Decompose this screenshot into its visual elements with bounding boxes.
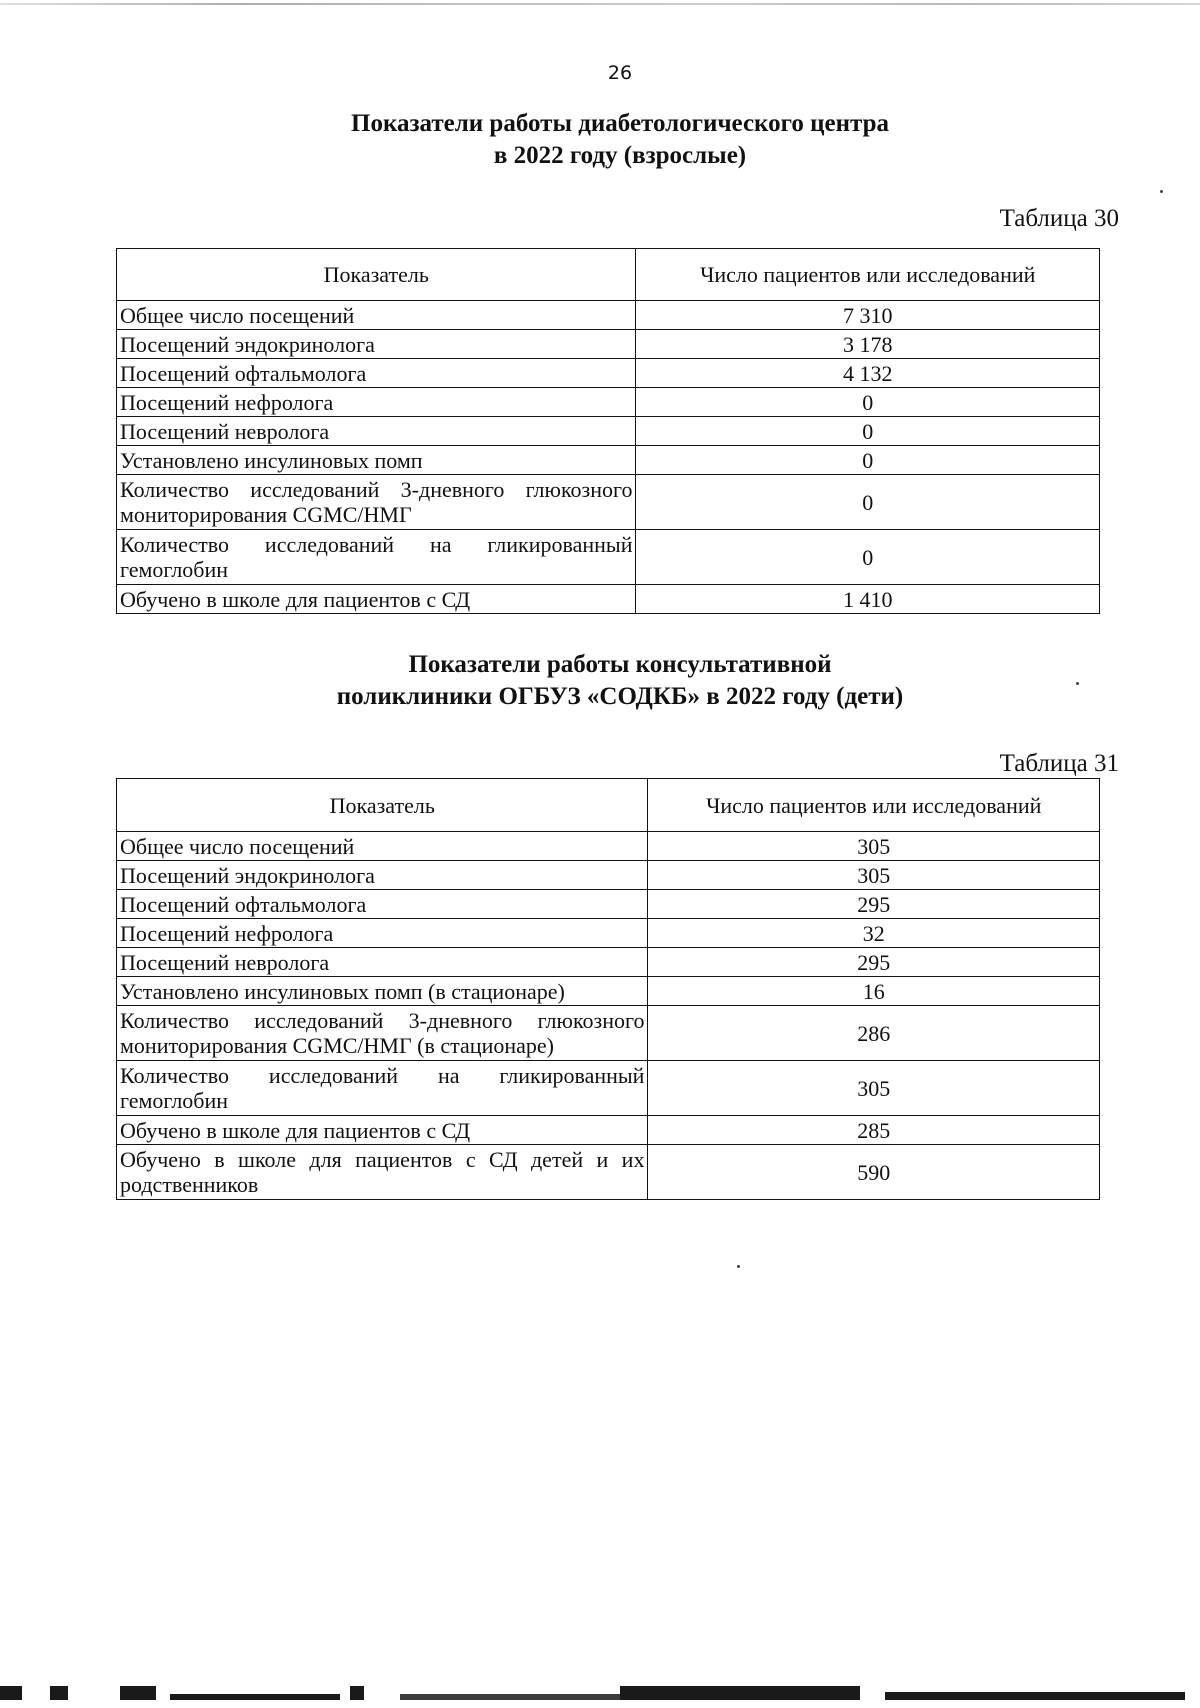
table-31 [116, 778, 1100, 1200]
table-row [117, 890, 1100, 919]
title-line-2: в 2022 году (взрослые) [493, 142, 747, 169]
row-value: 305 [648, 832, 1100, 861]
row-value: 7 310 [636, 301, 1100, 330]
row-indicator: Общее число посещений [117, 832, 648, 861]
table-row [117, 446, 1100, 475]
row-indicator: Обучено в школе для пациентов с СД [117, 585, 636, 614]
section-title-diabetes-center [0, 108, 1200, 172]
page-number: 26 [607, 62, 633, 84]
row-indicator: Посещений невролога [117, 948, 648, 977]
row-indicator: Посещений нефролога [117, 388, 636, 417]
table-row [117, 359, 1100, 388]
row-value: 32 [648, 919, 1100, 948]
table-row [117, 948, 1100, 977]
table-row [117, 301, 1100, 330]
table-row [117, 1116, 1100, 1145]
section-title-consultative-clinic [0, 649, 1200, 713]
scan-artifact-top [0, 3, 1200, 5]
header-count: Число пациентов или исследований [636, 249, 1100, 301]
row-value: 295 [648, 948, 1100, 977]
table-row [117, 832, 1100, 861]
table-row [117, 585, 1100, 614]
row-indicator: Посещений эндокринолога [117, 330, 636, 359]
row-indicator: Обучено в школе для пациентов с СД детей и их родственников [117, 1145, 648, 1200]
row-value: 305 [648, 861, 1100, 890]
header-indicator: Показатель [117, 779, 648, 832]
row-value: 590 [648, 1145, 1100, 1200]
table-row [117, 417, 1100, 446]
row-indicator: Посещений нефролога [117, 919, 648, 948]
table-row [117, 1006, 1100, 1061]
row-value: 1 410 [636, 585, 1100, 614]
row-indicator: Количество исследований на гликированный гемоглобин [117, 530, 636, 585]
table-row [117, 919, 1100, 948]
table-30 [116, 248, 1100, 614]
table-row [117, 1061, 1100, 1116]
row-indicator: Посещений офтальмолога [117, 359, 636, 388]
table-row [117, 861, 1100, 890]
table-label-30: Таблица 30 [999, 205, 1119, 232]
title-line-2: поликлиники ОГБУЗ «СОДКБ» в 2022 году (дети) [336, 683, 904, 710]
row-indicator: Посещений эндокринолога [117, 861, 648, 890]
row-value: 0 [636, 530, 1100, 585]
table-label-31: Таблица 31 [999, 750, 1119, 777]
table-row [117, 1145, 1100, 1200]
scan-artifact-bottom [0, 1686, 1200, 1700]
table-row [117, 330, 1100, 359]
title-line-1: Показатели работы диабетологического центра [351, 110, 889, 137]
row-value: 0 [636, 475, 1100, 530]
title-line-1: Показатели работы консультативной [408, 651, 832, 678]
row-value: 3 178 [636, 330, 1100, 359]
scan-speck [1076, 682, 1079, 685]
table-header-row [117, 249, 1100, 301]
table-row [117, 530, 1100, 585]
row-value: 286 [648, 1006, 1100, 1061]
row-value: 0 [636, 388, 1100, 417]
scan-speck [737, 1265, 740, 1268]
row-indicator: Общее число посещений [117, 301, 636, 330]
table-row [117, 388, 1100, 417]
scan-speck [1160, 190, 1163, 193]
row-indicator: Установлено инсулиновых помп [117, 446, 636, 475]
row-value: 4 132 [636, 359, 1100, 388]
row-indicator: Обучено в школе для пациентов с СД [117, 1116, 648, 1145]
row-value: 0 [636, 417, 1100, 446]
row-value: 16 [648, 977, 1100, 1006]
row-indicator: Количество исследований на гликированный гемоглобин [117, 1061, 648, 1116]
row-value: 305 [648, 1061, 1100, 1116]
header-count: Число пациентов или исследований [648, 779, 1100, 832]
table-row [117, 475, 1100, 530]
table-row [117, 977, 1100, 1006]
row-value: 0 [636, 446, 1100, 475]
table-header-row [117, 779, 1100, 832]
row-indicator: Количество исследований 3-дневного глюкозного мониторирования CGMC/НМГ (в стационаре) [117, 1006, 648, 1061]
row-value: 295 [648, 890, 1100, 919]
row-indicator: Количество исследований 3-дневного глюкозного мониторирования CGMC/НМГ [117, 475, 636, 530]
row-indicator: Посещений офтальмолога [117, 890, 648, 919]
row-value: 285 [648, 1116, 1100, 1145]
row-indicator: Посещений невролога [117, 417, 636, 446]
header-indicator: Показатель [117, 249, 636, 301]
row-indicator: Установлено инсулиновых помп (в стационаре) [117, 977, 648, 1006]
